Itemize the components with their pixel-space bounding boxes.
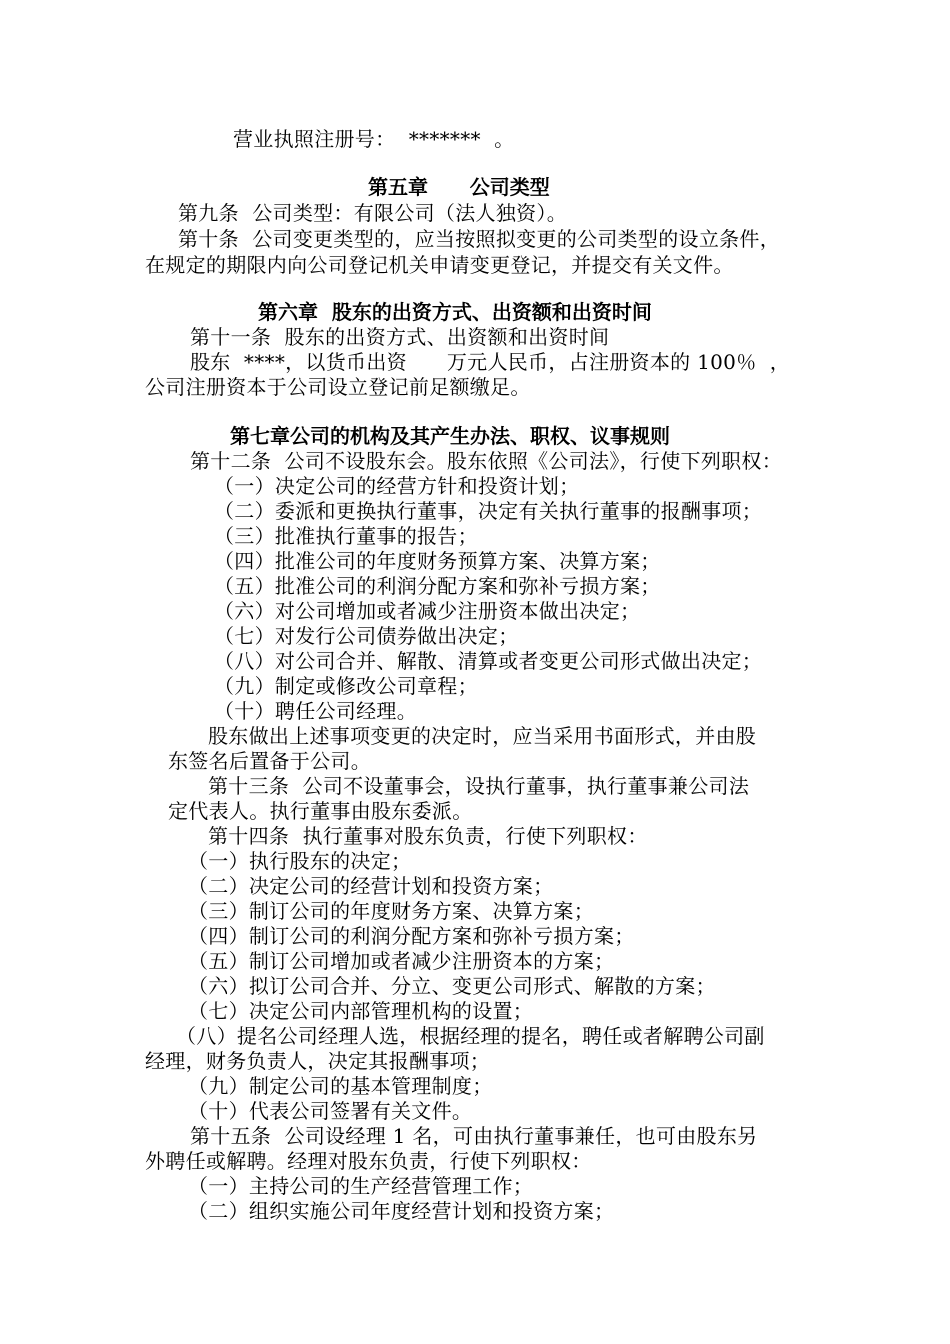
article-14-item: （四）制订公司的利润分配方案和弥补亏损方案； bbox=[188, 924, 635, 948]
article-15-line-1: 第十五条 公司设经理 1 名，可由执行董事兼任，也可由股东另 bbox=[190, 1124, 758, 1148]
article-14-item: （八）提名公司经理人选，根据经理的提名，聘任或者解聘公司副 bbox=[176, 1024, 765, 1048]
article-12-item: （一）决定公司的经营方针和投资计划； bbox=[214, 474, 580, 498]
article-10-line-2: 在规定的期限内向公司登记机关申请变更登记，并提交有关文件。 bbox=[145, 253, 734, 277]
article-14-item: （六）拟订公司合并、分立、变更公司形式、解散的方案； bbox=[188, 974, 716, 998]
article-14-item: （十）代表公司签署有关文件。 bbox=[188, 1099, 473, 1123]
article-12-item: （二）委派和更换执行董事，决定有关执行董事的报酬事项； bbox=[214, 499, 763, 523]
article-11-contribution: 股东 ****，以货币出资 万元人民币，占注册资本的 100％ ， bbox=[190, 350, 791, 374]
article-13-line-2: 定代表人。执行董事由股东委派。 bbox=[168, 799, 473, 823]
article-12-item: （五）批准公司的利润分配方案和弥补亏损方案； bbox=[214, 574, 661, 598]
article-12-item: （七）对发行公司债券做出决定； bbox=[214, 624, 519, 648]
article-11: 第十一条 股东的出资方式、出资额和出资时间 bbox=[190, 325, 610, 349]
article-14-item: （九）制定公司的基本管理制度； bbox=[188, 1074, 493, 1098]
article-11-paid-in: 公司注册资本于公司设立登记前足额缴足。 bbox=[145, 375, 531, 399]
article-12-item: （三）批准执行董事的报告； bbox=[214, 524, 478, 548]
article-14-item: （三）制订公司的年度财务方案、决算方案； bbox=[188, 899, 594, 923]
article-15-item: （一）主持公司的生产经营管理工作； bbox=[188, 1174, 534, 1198]
article-14-item: （二）决定公司的经营计划和投资方案； bbox=[188, 874, 554, 898]
article-13-line-1: 第十三条 公司不设董事会，设执行董事，执行董事兼公司法 bbox=[208, 774, 750, 798]
chapter-7-heading: 第七章公司的机构及其产生办法、职权、议事规则 bbox=[230, 424, 670, 448]
article-12-item: （九）制定或修改公司章程； bbox=[214, 674, 478, 698]
article-14-item: （七）决定公司内部管理机构的设置； bbox=[188, 999, 534, 1023]
article-12-item: （六）对公司增加或者减少注册资本做出决定； bbox=[214, 599, 641, 623]
article-14-item-continued: 经理，财务负责人，决定其报酬事项； bbox=[145, 1049, 491, 1073]
article-12-item: （八）对公司合并、解散、清算或者变更公司形式做出决定； bbox=[214, 649, 763, 673]
registration-number-line: 营业执照注册号： ******* 。 bbox=[233, 127, 515, 151]
article-9: 第九条 公司类型：有限公司（法人独资）。 bbox=[178, 201, 568, 225]
article-14-intro: 第十四条 执行董事对股东负责，行使下列职权： bbox=[208, 824, 648, 848]
article-12-intro: 第十二条 公司不设股东会。股东依照《公司法》，行使下列职权： bbox=[190, 449, 783, 473]
article-10-line-1: 第十条 公司变更类型的，应当按照拟变更的公司类型的设立条件， bbox=[178, 227, 781, 251]
article-12-closing-line-1: 股东做出上述事项变更的决定时，应当采用书面形式，并由股 bbox=[208, 724, 757, 748]
chapter-5-heading: 第五章 公司类型 bbox=[368, 175, 550, 199]
chapter-6-heading: 第六章 股东的出资方式、出资额和出资时间 bbox=[258, 300, 652, 324]
article-15-item: （二）组织实施公司年度经营计划和投资方案； bbox=[188, 1199, 615, 1223]
article-12-item: （十）聘任公司经理。 bbox=[214, 699, 417, 723]
article-12-item: （四）批准公司的年度财务预算方案、决算方案； bbox=[214, 549, 661, 573]
article-12-closing-line-2: 东签名后置备于公司。 bbox=[168, 749, 371, 773]
article-14-item: （一）执行股东的决定； bbox=[188, 849, 412, 873]
article-14-item: （五）制订公司增加或者减少注册资本的方案； bbox=[188, 949, 615, 973]
article-15-line-2: 外聘任或解聘。经理对股东负责，行使下列职权： bbox=[145, 1149, 592, 1173]
